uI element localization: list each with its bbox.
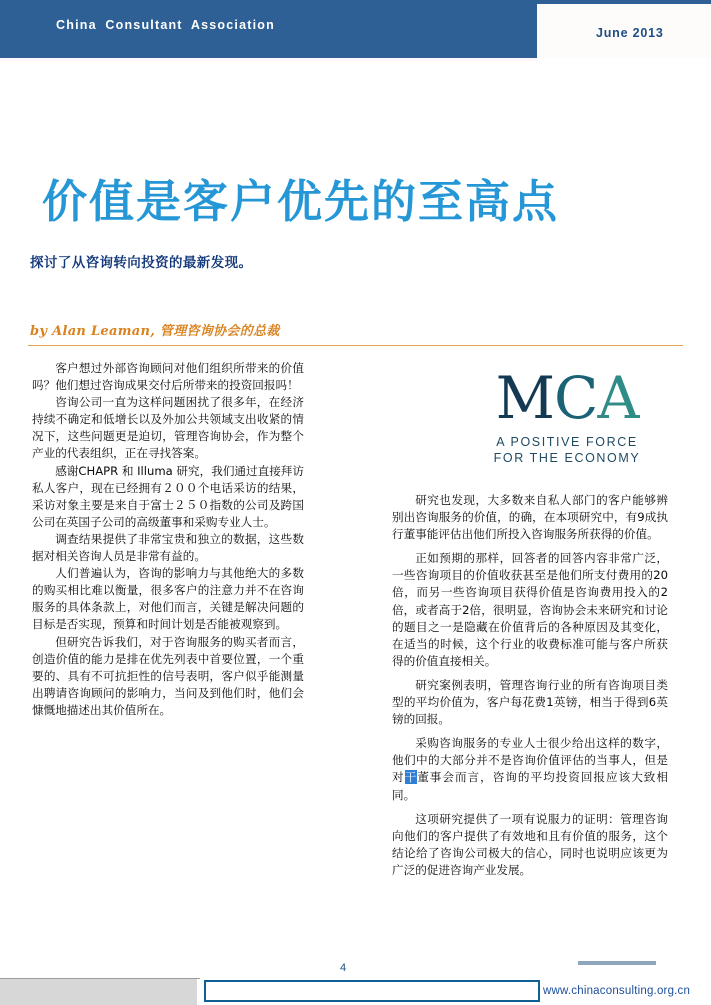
paragraph: 客户想过外部咨询顾问对他们组织所带来的价值吗？他们想过咨询成果交付后所带来的投资回报吗！ [32, 361, 304, 393]
issue-date-box [537, 4, 711, 58]
paragraph: 研究案例表明，管理咨询行业的所有咨询项目类型的平均价值为，客户每花费1英镑，相当于得到6英镑的回报。 [392, 677, 668, 727]
mca-letter-a: A [597, 364, 639, 432]
selected-text-highlight[interactable]: 干 [404, 770, 418, 785]
paragraph: 这项研究提供了一项有说服力的证明：管理咨询向他们的客户提供了有效地和且有价值的服务，这个结论给了咨询公司极大的信心，同时也说明应该更为广泛的促进咨询产业发展。 [392, 811, 668, 877]
footer-accent-bar [578, 961, 656, 965]
footer-box [204, 980, 540, 1002]
header-underline [0, 58, 537, 61]
mca-tagline-line-1: A POSITIVE FORCE [496, 435, 638, 449]
paragraph: 感谢CHAPR 和 Illuma 研究，我们通过直接拜访私人客户，现在已经拥有２００个电话采访的结果，采访对象主要是来自于富士２５０指数的公司及跨国公司在英国子公司的高级董事和采购专业人士。 [32, 463, 304, 529]
paragraph: 正如预期的那样，回答者的回答内容非常广泛，一些咨询项目的价值收获甚至是他们所支付费用的20倍，而另一些咨询项目获得价值是咨询费用投入的2倍，或者高于2倍，很明显，咨询协会未来研究和讨论的题目之一是隐藏在价值背后的各种原因及其变化，在适当的时候，这个行业的收费标准可能与客户所获得的价值直接相关。 [392, 551, 668, 668]
paragraph: 但研究告诉我们，对于咨询服务的购买者而言，创造价值的能力是排在优先列表中首要位置，一个重要的、具有不可抗拒性的信号表明，客户似乎能测量出聘请咨询顾问的影响力，当问及到他们时，他们会慷慨地描述出其价值所在。 [32, 634, 304, 717]
paragraph-text-after-selection: 董事会而言，咨询的平均投资回报应该大致相同。 [392, 770, 668, 802]
paragraph: 咨询公司一直为这样问题困扰了很多年，在经济持续不确定和低增长以及外加公共领域支出收紧的情况下，这些问题更是迫切，管理咨询协会，作为整个产业的代表组织，正在寻找答案。 [32, 395, 304, 461]
paragraph-with-selection [392, 735, 668, 803]
mca-letter-c: C [554, 364, 598, 432]
body-left-column [32, 360, 304, 719]
body-right-column [392, 492, 668, 886]
issue-date: June 2013 [596, 26, 664, 40]
byline-divider-rule [28, 345, 683, 346]
paragraph: 人们普遍认为，咨询的影响力与其他绝大的多数的购买相比难以衡量，很多客户的注意力并不在咨询服务的具体条款上，对他们而言，关键是解决问题的目标是否实现，预算和时间计划是否能被观察到。 [32, 566, 304, 632]
footer-grey-band [0, 979, 197, 1005]
mca-tagline-line-2: FOR THE ECONOMY [493, 451, 641, 465]
mca-letter-m: M [495, 364, 555, 432]
mca-wordmark [477, 364, 657, 432]
article-byline: by Alan Leaman, 管理咨询协会的总裁 [30, 324, 280, 339]
mca-tagline [477, 434, 657, 466]
paragraph-text-before-selection: 采购咨询服务的专业人士很少给出这样的数字，他们中的大部分并不是咨询价值评估的当事人，但是对 [392, 736, 668, 785]
organization-name: China Consultant Association [56, 18, 275, 32]
article-subtitle: 探讨了从咨询转向投资的最新发现。 [30, 255, 253, 271]
paragraph: 研究也发现，大多数来自私人部门的客户能够辨别出咨询服务的价值，的确，在本项研究中，有9成执行董事能评估出他们所投入咨询服务所获得的价值。 [392, 493, 668, 542]
website-url[interactable]: www.chinaconsulting.org.cn [543, 985, 691, 997]
paragraph: 调查结果提供了非常宝贵和独立的数据，这些数据对相关咨询人员是非常有益的。 [32, 531, 304, 564]
article-title: 价值是客户优先的至高点 [42, 175, 560, 229]
mca-logo [477, 364, 657, 466]
page-number: 4 [340, 962, 347, 974]
